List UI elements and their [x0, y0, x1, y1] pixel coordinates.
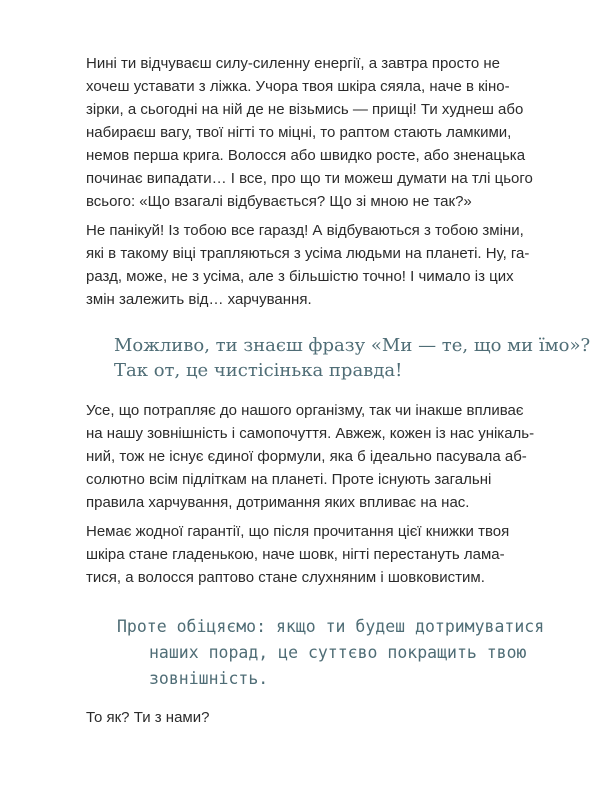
text-line: шкіра стане гладенькою, наче шовк, нігті перестануть лама-	[86, 546, 505, 563]
paragraph-organism	[86, 399, 566, 514]
callout-quote	[114, 333, 590, 383]
text-line: немов перша крига. Волосся або швидко росте, або зненацька	[86, 147, 526, 164]
callout-line: зовнішність.	[149, 669, 269, 688]
text-line: Не панікуй! Із тобою все гаразд! А відбуваються з тобою зміни,	[86, 222, 524, 239]
text-line: Нині ти відчуваєш силу-силенну енергії, а завтра просто не	[86, 55, 500, 72]
text-line: починає випадати… І все, про що ти можеш думати на тлі цього	[86, 170, 533, 187]
callout-promise	[117, 614, 544, 692]
text-line: зірки, а сьогодні на ній де не візьмись — прищі! Ти худнеш або	[86, 101, 524, 118]
text-line: які в такому віці трапляються з усіма людьми на планеті. Ну, га-	[86, 245, 530, 262]
text-line: змін залежить від… харчування.	[86, 291, 312, 308]
text-line: Усе, що потрапляє до нашого організму, так чи інакше впливає	[86, 402, 524, 419]
text-line: Немає жодної гарантії, що після прочитання цієї книжки твоя	[86, 523, 510, 540]
text-line: солютно всім підліткам на планеті. Проте існують загальні	[86, 471, 492, 488]
paragraph-guarantee	[86, 520, 566, 589]
callout-line: Так от, це чистісінька правда!	[114, 360, 403, 381]
text-line: на нашу зовнішність і самопочуття. Авжеж, кожен із нас унікаль-	[86, 425, 535, 442]
paragraph-reassurance	[86, 219, 566, 311]
callout-line: Проте обіцяємо: якщо ти будеш дотримуватися	[117, 617, 545, 636]
text-line: То як? Ти з нами?	[86, 709, 210, 726]
text-line: правила харчування, дотримання яких впливає на нас.	[86, 494, 470, 511]
paragraph-closing	[86, 706, 566, 729]
callout-line: наших порад, це суттєво покращить твою	[149, 643, 527, 662]
text-line: всього: «Що взагалі відбувається? Що зі мною не так?»	[86, 193, 472, 210]
text-line: хочеш уставати з ліжка. Учора твоя шкіра сяяла, наче в кіно-	[86, 78, 510, 95]
text-line: разд, може, не з усіма, але з більшістю точно! І чимало із цих	[86, 268, 514, 285]
text-line: тися, а волосся раптово стане слухняним і шовковистим.	[86, 569, 485, 586]
text-line: ний, тож не існує єдиної формули, яка б ідеально пасувала аб-	[86, 448, 527, 465]
paragraph-intro	[86, 52, 566, 213]
text-line: набираєш вагу, твої нігті то міцні, то раптом стають ламкими,	[86, 124, 512, 141]
callout-line: Можливо, ти знаєш фразу «Ми — те, що ми їмо»?	[114, 335, 591, 356]
